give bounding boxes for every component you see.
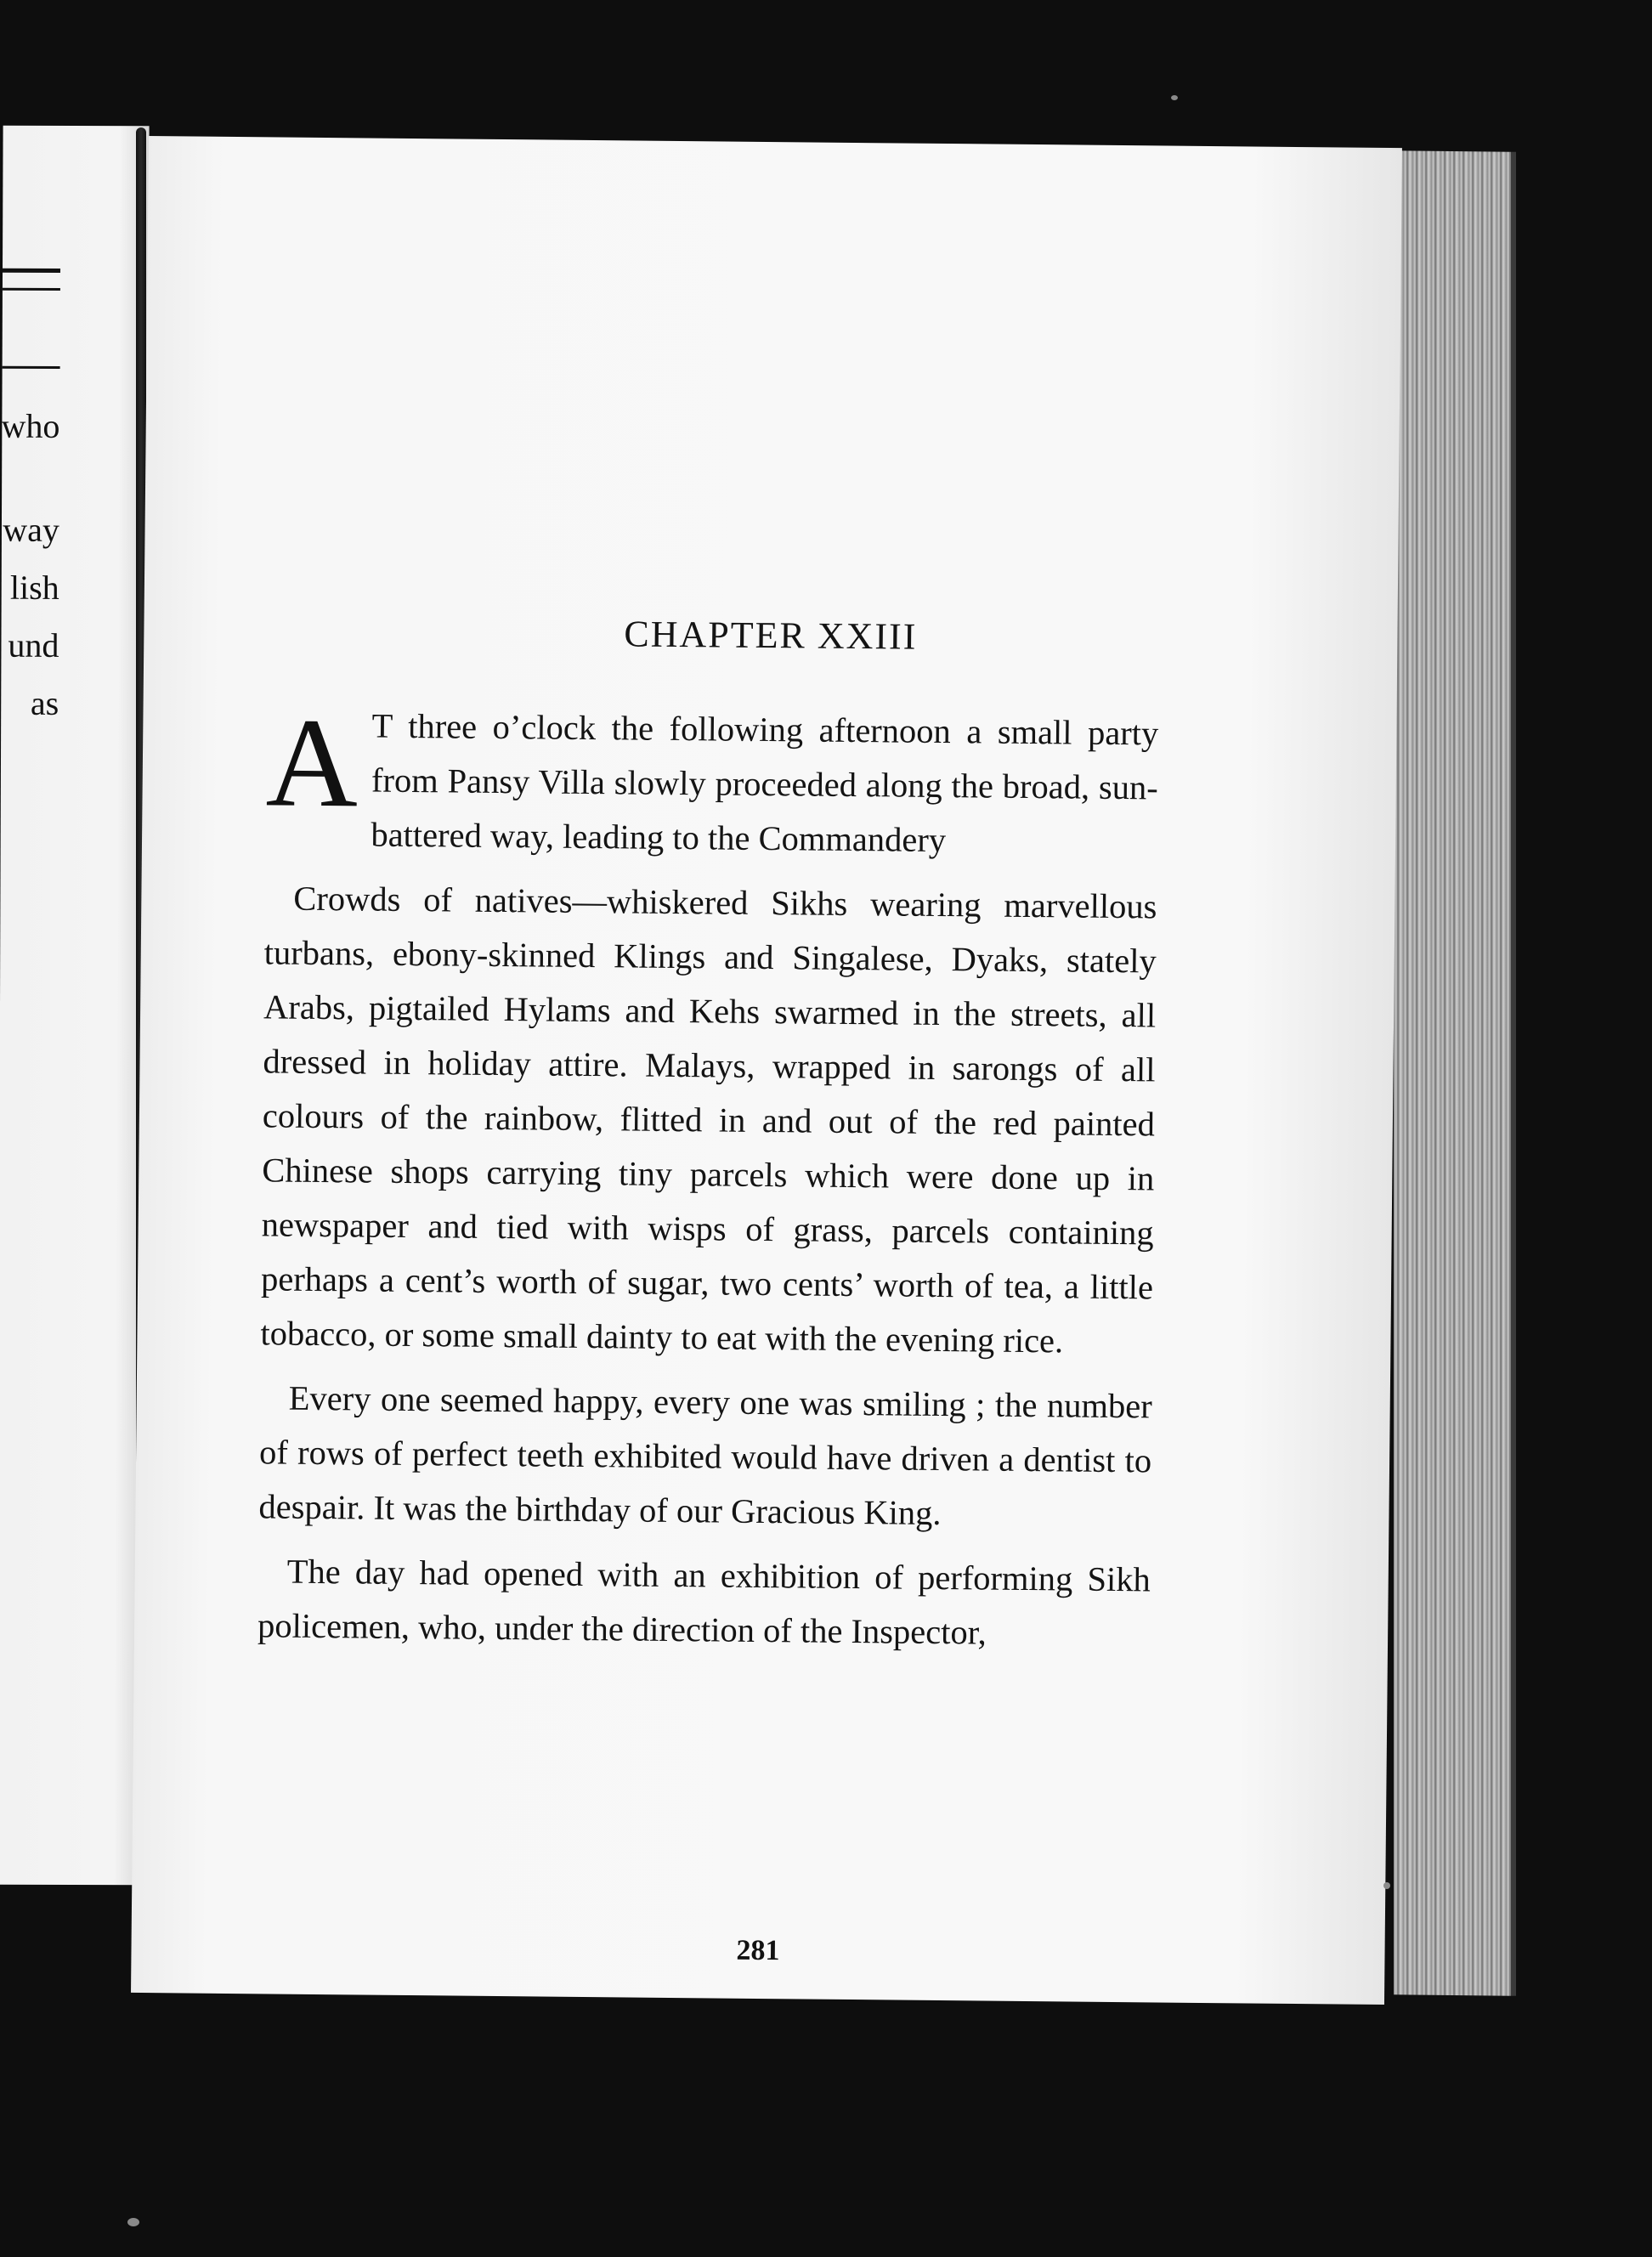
text-fragment: as	[30, 683, 59, 722]
single-rule	[3, 366, 60, 369]
previous-page	[0, 126, 150, 1886]
double-rule	[3, 269, 60, 291]
scan-speck	[1383, 1882, 1390, 1889]
page-number: 281	[736, 1934, 780, 1967]
paragraph: The day had opened with an exhibition of performing Sikh policemen, who, under the direction of the Inspector,	[257, 1552, 1151, 1652]
text-fragment: und	[8, 625, 59, 665]
text-fragment: who	[1, 406, 60, 445]
scan-speck	[127, 2218, 139, 2226]
paragraph	[265, 692, 1159, 869]
text-fragment: lish	[9, 568, 59, 607]
text-fragment: way	[3, 510, 60, 549]
paragraph: Crowds of natives—whiskered Sikhs wearing marvellous turbans, ebony-skinned Klings and Singalese, Dyaks, stately Arabs, pigtailed Hylams and Kehs swarmed in the streets, all dressed in holiday attire. Malays, wrapped in sarongs of all colours of the rainbow, flitted in and out of the red painted Chinese shops carrying tiny parcels which were done up in newspaper and tied with wisps of grass, parcels containing perhaps a cent’s worth of sugar, two cents’ worth of tea, a little tobacco, or some small dainty to eat with the evening rice.	[260, 879, 1157, 1360]
body-text	[257, 692, 1159, 1661]
paragraph-text: T three o’clock the following afternoon a small party from Pansy Villa slowly proceeded along the broad, sun-battered way, leading to the Commandery	[371, 706, 1159, 860]
page-fore-edge	[1394, 150, 1516, 1996]
book-page	[131, 136, 1402, 2005]
paragraph: Every one seemed happy, every one was smiling ; the number of rows of perfect teeth exhibited would have driven a dentist to despair. It was the birthday of our Gracious King.	[258, 1378, 1152, 1533]
drop-cap: A	[265, 692, 359, 834]
chapter-title: CHAPTER XXIII	[624, 613, 918, 658]
scan-speck	[1171, 95, 1178, 100]
